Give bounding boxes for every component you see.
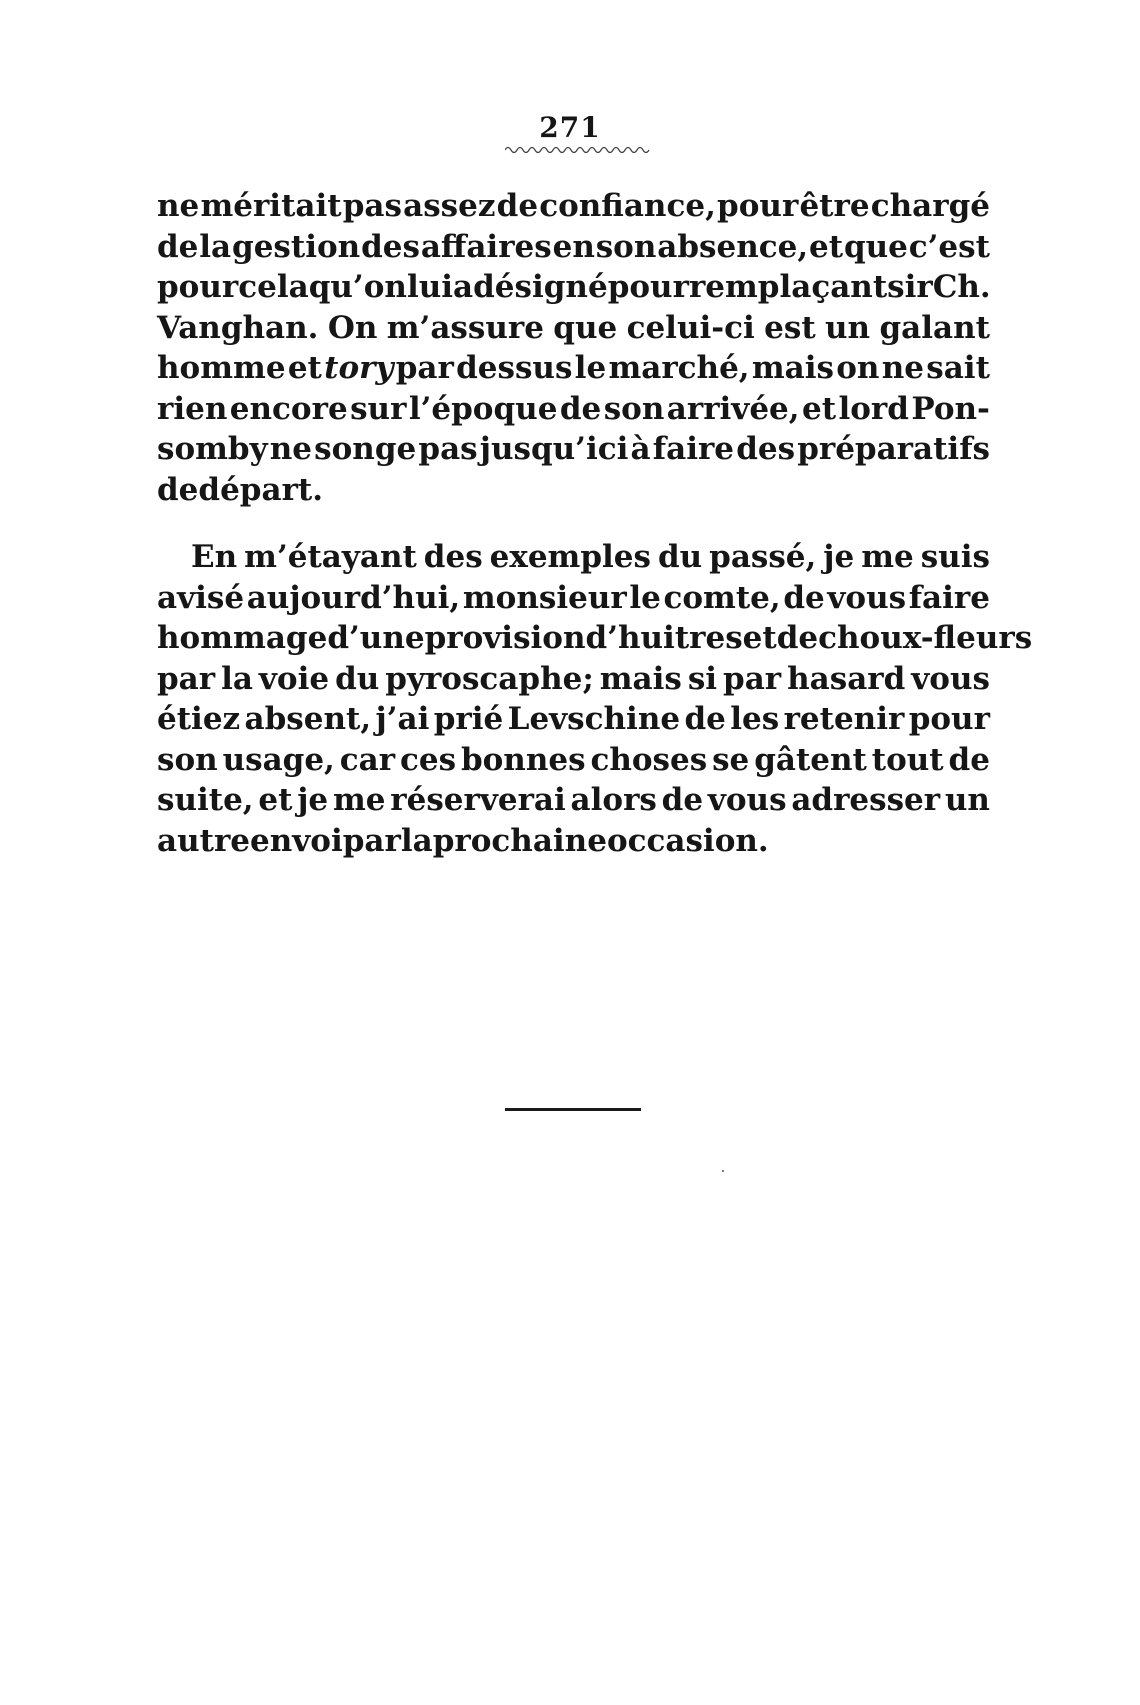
word: qu’on bbox=[308, 269, 407, 305]
word: un bbox=[944, 782, 990, 818]
word: de bbox=[684, 701, 726, 737]
word: son bbox=[595, 228, 657, 265]
word: Pon- bbox=[911, 390, 990, 427]
word: de bbox=[783, 579, 825, 616]
page-number: 271 bbox=[539, 111, 601, 144]
text-line bbox=[157, 429, 990, 470]
word: départ. bbox=[198, 471, 324, 508]
word: des bbox=[361, 228, 420, 265]
word: et bbox=[801, 390, 837, 427]
word: de bbox=[661, 782, 704, 818]
word: occasion. bbox=[606, 822, 769, 859]
word: c’est bbox=[908, 228, 990, 265]
word: son bbox=[603, 390, 665, 427]
word: j’ai bbox=[375, 701, 430, 737]
word: exemples bbox=[489, 539, 651, 575]
word: envoi bbox=[250, 822, 343, 859]
word: sur bbox=[350, 390, 407, 427]
word: ne bbox=[269, 431, 313, 467]
word: que bbox=[553, 309, 618, 346]
word: On bbox=[327, 309, 378, 346]
word: celui-ci bbox=[626, 309, 755, 346]
word: a bbox=[453, 269, 474, 305]
word: marché, bbox=[608, 350, 750, 386]
word: par bbox=[395, 350, 454, 386]
word: comte, bbox=[663, 579, 781, 616]
word: homme bbox=[157, 350, 286, 386]
word: l’époque bbox=[408, 390, 558, 427]
word: mais bbox=[751, 350, 834, 386]
word: être bbox=[799, 188, 870, 224]
paragraph-2 bbox=[157, 537, 1033, 861]
word: par bbox=[723, 660, 782, 697]
word: gâtent bbox=[754, 741, 867, 778]
word: alors bbox=[570, 782, 657, 818]
word: Ch. bbox=[932, 269, 991, 305]
word: sait bbox=[926, 350, 990, 386]
word: la bbox=[199, 228, 232, 265]
word: chargé bbox=[870, 188, 990, 224]
word: la bbox=[400, 822, 433, 859]
word: du bbox=[335, 660, 380, 697]
word: en bbox=[552, 228, 595, 265]
word: des bbox=[423, 539, 483, 575]
word: de bbox=[157, 471, 199, 508]
word: d’une bbox=[327, 620, 425, 656]
word: la bbox=[221, 660, 253, 697]
word: confiance, bbox=[539, 188, 716, 224]
word: vous bbox=[707, 782, 787, 818]
word: provision bbox=[424, 620, 586, 656]
word: de bbox=[496, 188, 539, 224]
text-line bbox=[157, 186, 990, 227]
print-speck bbox=[722, 1170, 724, 1172]
word: pas bbox=[342, 188, 402, 224]
word: les bbox=[730, 701, 780, 737]
word: et bbox=[742, 620, 777, 656]
word: galant bbox=[879, 309, 990, 346]
word: absent, bbox=[244, 701, 372, 737]
word: En bbox=[191, 539, 238, 575]
word: arrivée, bbox=[666, 390, 800, 427]
word: on bbox=[836, 350, 880, 386]
word: Levschine bbox=[507, 701, 681, 737]
word: vous bbox=[827, 579, 907, 616]
word: de bbox=[948, 741, 990, 778]
word: que bbox=[843, 228, 908, 265]
word: monsieur bbox=[462, 579, 627, 616]
word: de bbox=[157, 228, 199, 265]
word: ne bbox=[881, 350, 924, 386]
text-line bbox=[157, 699, 990, 740]
text-line bbox=[157, 537, 990, 578]
word: faire bbox=[652, 431, 735, 467]
word: à bbox=[630, 431, 651, 467]
paragraph-1 bbox=[157, 186, 990, 510]
word: de bbox=[776, 620, 819, 656]
word: par bbox=[342, 822, 401, 859]
word: ne bbox=[157, 188, 200, 224]
word: dessus bbox=[456, 350, 573, 386]
word: de bbox=[559, 390, 602, 427]
word: est bbox=[764, 309, 816, 346]
text-line bbox=[157, 578, 990, 619]
word: lord bbox=[838, 390, 909, 427]
word: usage, bbox=[222, 741, 335, 778]
word: du bbox=[657, 539, 703, 575]
text-line bbox=[157, 308, 990, 349]
word: d’huitres bbox=[585, 620, 743, 656]
word: suite, bbox=[157, 782, 254, 818]
word: adresser bbox=[791, 782, 941, 818]
word: pyroscaphe; bbox=[385, 660, 594, 697]
word: méritait bbox=[200, 188, 342, 224]
word: pour bbox=[607, 269, 689, 305]
word: remplaçant bbox=[688, 269, 888, 305]
word: voie bbox=[258, 660, 330, 697]
word: pour bbox=[157, 269, 239, 305]
word: des bbox=[736, 431, 796, 467]
word: hasard bbox=[787, 660, 906, 697]
word: si bbox=[687, 660, 718, 697]
word: vous bbox=[911, 660, 990, 697]
word: affaires bbox=[420, 228, 552, 265]
text-line bbox=[157, 780, 990, 821]
word: retenir bbox=[783, 701, 905, 737]
word: aujourd’hui, bbox=[246, 579, 461, 616]
word: désigné bbox=[473, 269, 608, 305]
wavy-ornament-icon bbox=[505, 144, 650, 154]
word: ces bbox=[399, 741, 457, 778]
end-rule bbox=[505, 1108, 641, 1111]
word: m’assure bbox=[386, 309, 544, 346]
word: le bbox=[629, 579, 661, 616]
word: hommage bbox=[157, 620, 328, 656]
text-line bbox=[157, 821, 990, 862]
word: cela bbox=[238, 269, 309, 305]
word: et bbox=[809, 228, 844, 265]
word: choux-fleurs bbox=[818, 620, 1033, 656]
word: absence, bbox=[657, 228, 809, 265]
word: rien bbox=[157, 390, 228, 427]
word: tout bbox=[871, 741, 944, 778]
word: songe bbox=[314, 431, 417, 467]
word: prochaine bbox=[432, 822, 607, 859]
word: m’étayant bbox=[244, 539, 417, 575]
word: mais bbox=[599, 660, 682, 697]
text-line bbox=[157, 470, 990, 511]
word: tory bbox=[324, 350, 394, 386]
word: autre bbox=[157, 822, 250, 859]
word: jusqu’ici bbox=[479, 431, 629, 467]
word: étiez bbox=[157, 701, 241, 737]
word: se bbox=[712, 741, 750, 778]
word: assez bbox=[403, 188, 496, 224]
word: et bbox=[287, 350, 322, 386]
word: sir bbox=[887, 269, 933, 305]
text-line bbox=[157, 227, 990, 268]
word: et bbox=[258, 782, 293, 818]
text-line bbox=[157, 659, 990, 700]
word: par bbox=[157, 660, 216, 697]
word: me bbox=[861, 539, 914, 575]
word: suis bbox=[920, 539, 990, 575]
word: pas bbox=[418, 431, 478, 467]
text-line bbox=[157, 389, 990, 430]
word: bonnes bbox=[460, 741, 586, 778]
word: gestion bbox=[232, 228, 361, 265]
word: réserverai bbox=[390, 782, 566, 818]
text-line bbox=[157, 618, 1033, 659]
word: car bbox=[339, 741, 396, 778]
word: je bbox=[297, 782, 329, 818]
text-line bbox=[157, 740, 990, 781]
word: faire bbox=[908, 579, 990, 616]
word: me bbox=[332, 782, 386, 818]
word: passé, bbox=[709, 539, 817, 575]
word: préparatifs bbox=[797, 431, 990, 467]
word: somby bbox=[157, 431, 268, 467]
word: encore bbox=[229, 390, 348, 427]
word: prié bbox=[433, 701, 504, 737]
word: je bbox=[823, 539, 855, 575]
text-line bbox=[157, 348, 990, 389]
word: Vanghan. bbox=[157, 309, 319, 346]
word: lui bbox=[406, 269, 454, 305]
word: son bbox=[157, 741, 218, 778]
word: un bbox=[825, 309, 871, 346]
word: choses bbox=[590, 741, 708, 778]
word: avisé bbox=[157, 579, 245, 616]
text-line bbox=[157, 267, 990, 308]
word: pour bbox=[717, 188, 799, 224]
word: le bbox=[574, 350, 607, 386]
word: pour bbox=[908, 701, 990, 737]
